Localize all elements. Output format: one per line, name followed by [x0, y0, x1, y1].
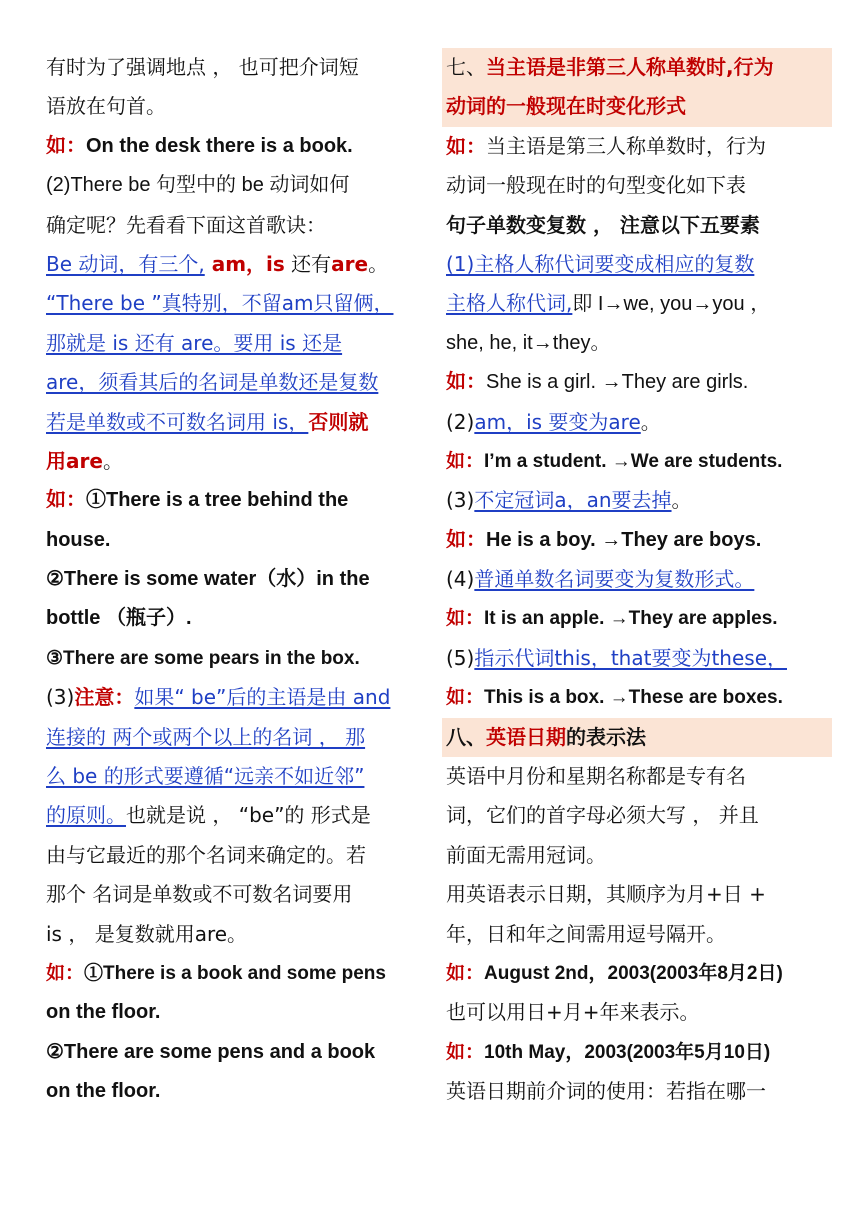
- text-line: 用英语表示日期，其顺序为月+日 +: [446, 882, 766, 907]
- note-line: 连接的 两个或两个以上的名词 ， 那: [46, 724, 366, 749]
- text-line: 动词一般现在时的句型变化如下表: [446, 173, 746, 198]
- song-line: 若是单数或不可数名词用 is，否则就: [46, 409, 369, 434]
- example-line: 如：I’m a student. →We are students.: [446, 450, 783, 472]
- text-line: 语放在句首。: [46, 94, 166, 119]
- example-line: bottle （瓶子）.: [46, 607, 192, 630]
- song-line: are，须看其后的名词是单数还是复数: [46, 370, 379, 395]
- left-column: [46, 48, 422, 1112]
- text-line: 也可以用日+月+年来表示。: [446, 1000, 700, 1025]
- section-heading-8: 八、英语日期的表示法: [442, 718, 832, 757]
- song-line: 用are。: [46, 448, 123, 473]
- example-line: ③There are some pears in the box.: [46, 647, 360, 669]
- note-line: 么 be 的形式要遵循“远亲不如近邻”: [46, 764, 365, 789]
- example-line: ②There is some water（水）in the: [46, 568, 370, 591]
- example-line: 如：August 2nd，2003(2003年8月2日): [446, 962, 783, 984]
- text-line: 英语日期前介词的使用：若指在哪一: [446, 1079, 766, 1104]
- rule-line: (3)不定冠词a，an要去掉。: [446, 488, 692, 513]
- section-heading-7: 七、当主语是非第三人称单数时,行为: [442, 48, 832, 87]
- text-line: 那个 名词是单数或不可数名词要用: [46, 882, 353, 907]
- rule-line: 主格人称代词,即 I→we, you→you ，: [446, 291, 771, 316]
- song-line: 那就是 is 还有 are。要用 is 还是: [46, 330, 343, 355]
- rule-line: (5)指示代词this，that要变为these，: [446, 645, 787, 670]
- song-line: Be 动词，有三个, am，is 还有are。: [46, 251, 389, 276]
- text-line: 如：当主语是第三人称单数时，行为: [446, 133, 766, 158]
- example-line: 如：On the desk there is a book.: [46, 134, 353, 157]
- example-line: 如：This is a box. →These are boxes.: [446, 687, 783, 709]
- example-line: 如：①There is a tree behind the: [46, 489, 349, 512]
- example-line: on the floor.: [46, 1080, 161, 1103]
- right-column: [446, 48, 832, 1112]
- text-line: 有时为了强调地点 ， 也可把介词短: [46, 55, 359, 79]
- text-line: 年，日和年之间需用逗号隔开。: [446, 921, 726, 946]
- example-line: 如：10th May，2003(2003年5月10日): [446, 1041, 771, 1063]
- text-line: 确定呢？先看看下面这首歌诀：: [46, 212, 326, 237]
- text-line: (2)There be 句型中的 be 动词如何: [46, 174, 350, 197]
- text-line: 前面无需用冠词。: [446, 842, 606, 867]
- song-line: “There be ”真特别，不留am只留俩，: [46, 291, 394, 316]
- example-line: 如：It is an apple. →They are apples.: [446, 608, 778, 630]
- text-line: 英语中月份和星期名称都是专有名: [446, 764, 746, 789]
- example-line: on the floor.: [46, 1001, 161, 1024]
- text-line: she, he, it→they。: [446, 331, 611, 354]
- text-line: 句子单数变复数 ， 注意以下五要素: [446, 212, 760, 237]
- section-heading-7: 动词的一般现在时变化形式: [442, 87, 832, 126]
- text-line: 由与它最近的那个名词来确定的。若: [46, 842, 366, 867]
- example-line: ②There are some pens and a book: [46, 1040, 376, 1063]
- rule-line: (1)主格人称代词要变成相应的复数: [446, 251, 755, 276]
- note-line: 的原则。也就是说 ， “be”的 形式是: [46, 803, 371, 828]
- rule-line: (4)普通单数名词要变为复数形式。: [446, 567, 755, 592]
- note-line: (3)注意：如果“ be”后的主语是由 and: [46, 685, 391, 710]
- text-line: 词，它们的首字母必须大写 ， 并且: [446, 803, 759, 828]
- example-line: 如：①There is a book and some pens: [46, 962, 386, 984]
- example-line: house.: [46, 528, 111, 551]
- text-line: is ， 是复数就用are。: [46, 921, 248, 946]
- example-line: 如：He is a boy. →They are boys.: [446, 528, 762, 551]
- example-line: 如：She is a girl. →They are girls.: [446, 371, 749, 394]
- rule-line: (2)am，is 要变为are。: [446, 409, 661, 434]
